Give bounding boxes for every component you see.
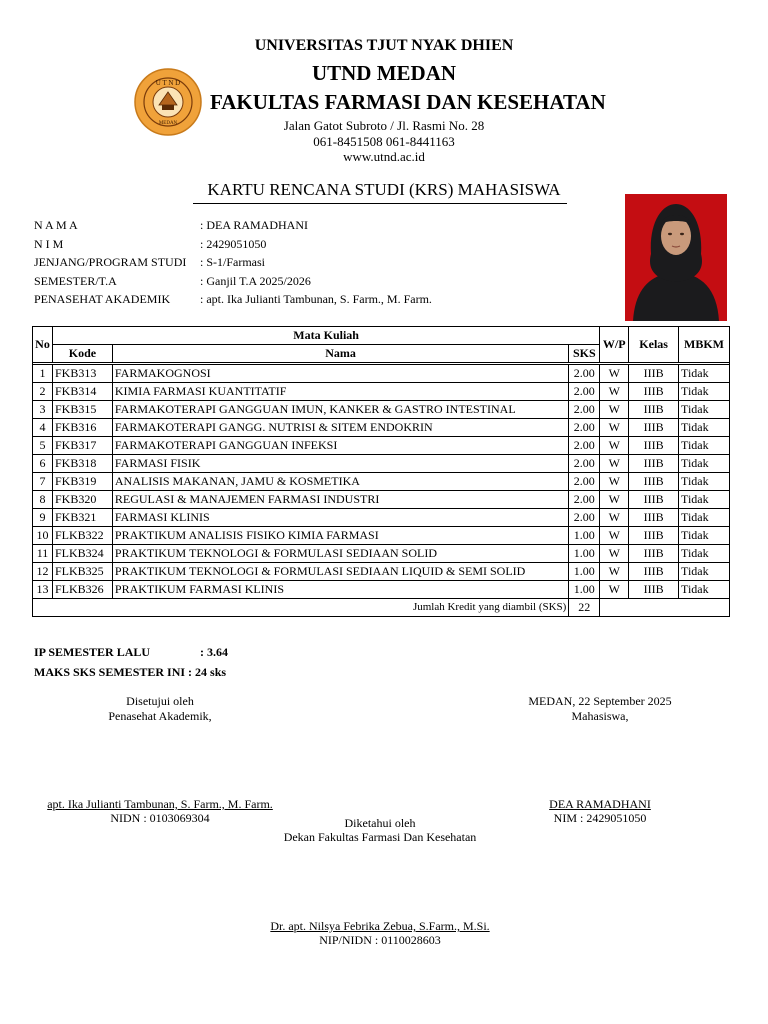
- row-nama: FARMAKOGNOSI: [112, 365, 568, 383]
- document-title: KARTU RENCANA STUDI (KRS) MAHASISWA: [207, 180, 561, 199]
- total-label: Jumlah Kredit yang diambil (SKS): [33, 599, 569, 617]
- row-wp: W: [600, 401, 629, 419]
- total-empty: [600, 599, 730, 617]
- ip-label: IP SEMESTER LALU: [34, 645, 151, 659]
- row-kelas: IIIB: [629, 401, 679, 419]
- student-photo: [625, 194, 727, 321]
- row-mbkm: Tidak: [679, 527, 730, 545]
- dean-nidn: NIP/NIDN : 0110028603: [319, 933, 441, 947]
- row-kode: FKB313: [52, 365, 112, 383]
- table-row: [33, 545, 730, 563]
- student-photo-figure: [625, 194, 727, 321]
- dean-signature-name: Dr. apt. Nilsya Febrika Zebua, S.Farm., M.Si.: [270, 919, 490, 933]
- phone: 061-8451508 061-8441163: [313, 134, 455, 149]
- row-kelas: IIIB: [629, 527, 679, 545]
- faculty-name: FAKULTAS FARMASI DAN KESEHATAN: [210, 90, 606, 114]
- row-wp: W: [600, 545, 629, 563]
- student-signature-name: DEA RAMADHANI: [549, 797, 651, 811]
- krs-table: [32, 326, 730, 617]
- row-wp: W: [600, 365, 629, 383]
- row-sks: 1.00: [569, 563, 600, 581]
- row-sks: 2.00: [569, 455, 600, 473]
- row-sks: 2.00: [569, 437, 600, 455]
- row-kelas: IIIB: [629, 455, 679, 473]
- row-nama: ANALISIS MAKANAN, JAMU & KOSMETIKA: [112, 473, 568, 491]
- maks-sks: MAKS SKS SEMESTER INI : 24 sks: [34, 665, 227, 679]
- table-row: [33, 401, 730, 419]
- row-nama: REGULASI & MANAJEMEN FARMASI INDUSTRI: [112, 491, 568, 509]
- row-nama: PRAKTIKUM TEKNOLOGI & FORMULASI SEDIAAN SOLID: [112, 545, 568, 563]
- header-wp: W/P: [600, 327, 629, 363]
- row-sks: 1.00: [569, 545, 600, 563]
- header-kode: Kode: [52, 345, 112, 363]
- row-kelas: IIIB: [629, 473, 679, 491]
- advisor-role: Penasehat Akademik,: [108, 709, 212, 723]
- name-label: N A M A: [34, 218, 78, 232]
- row-kode: FLKB326: [52, 581, 112, 599]
- row-sks: 2.00: [569, 509, 600, 527]
- row-nama: FARMASI KLINIS: [112, 509, 568, 527]
- info-row-name: [34, 218, 308, 233]
- row-nama: KIMIA FARMASI KUANTITATIF: [112, 383, 568, 401]
- total-row: [33, 599, 730, 617]
- header-no: No: [33, 327, 53, 363]
- table-row: [33, 509, 730, 527]
- name-value: : DEA RAMADHANI: [200, 218, 308, 232]
- row-kode: FKB321: [52, 509, 112, 527]
- row-wp: W: [600, 437, 629, 455]
- header-sks: SKS: [569, 345, 600, 363]
- row-mbkm: Tidak: [679, 545, 730, 563]
- header-kelas: Kelas: [629, 327, 679, 363]
- ip-row: [34, 645, 228, 660]
- advisor-value: : apt. Ika Julianti Tambunan, S. Farm., M. Farm.: [200, 292, 432, 306]
- row-kelas: IIIB: [629, 563, 679, 581]
- advisor-label: PENASEHAT AKADEMIK: [34, 292, 171, 306]
- website: www.utnd.ac.id: [343, 149, 425, 164]
- logo-text-bottom: MEDAN: [158, 121, 178, 126]
- row-kelas: IIIB: [629, 545, 679, 563]
- table-row: [33, 437, 730, 455]
- table-row: [33, 563, 730, 581]
- row-kode: FLKB325: [52, 563, 112, 581]
- row-no: 9: [33, 509, 53, 527]
- row-kode: FKB317: [52, 437, 112, 455]
- row-nama: FARMAKOTERAPI GANGGUAN IMUN, KANKER & GASTRO INTESTINAL: [112, 401, 568, 419]
- row-kelas: IIIB: [629, 581, 679, 599]
- row-kelas: IIIB: [629, 383, 679, 401]
- row-nama: FARMAKOTERAPI GANGG. NUTRISI & SITEM ENDOKRIN: [112, 419, 568, 437]
- known-by: Diketahui oleh: [344, 816, 416, 830]
- row-no: 6: [33, 455, 53, 473]
- row-wp: W: [600, 455, 629, 473]
- row-no: 3: [33, 401, 53, 419]
- row-kelas: IIIB: [629, 491, 679, 509]
- advisor-nidn: NIDN : 0103069304: [110, 811, 210, 825]
- semester-label: SEMESTER/T.A: [34, 274, 117, 288]
- info-row-advisor: [34, 292, 432, 307]
- row-no: 12: [33, 563, 53, 581]
- student-nim: NIM : 2429051050: [553, 811, 647, 825]
- dean-role: Dekan Fakultas Farmasi Dan Kesehatan: [283, 830, 477, 844]
- row-kelas: IIIB: [629, 509, 679, 527]
- row-mbkm: Tidak: [679, 509, 730, 527]
- address: Jalan Gatot Subroto / Jl. Rasmi No. 28: [283, 118, 485, 133]
- row-wp: W: [600, 419, 629, 437]
- semester-value: : Ganjil T.A 2025/2026: [200, 274, 311, 288]
- row-no: 13: [33, 581, 53, 599]
- row-kode: FKB316: [52, 419, 112, 437]
- nim-value: : 2429051050: [200, 237, 267, 251]
- header-nama: Nama: [112, 345, 568, 363]
- row-sks: 2.00: [569, 419, 600, 437]
- title-underline: [193, 203, 567, 204]
- row-kode: FKB315: [52, 401, 112, 419]
- logo-text-top: U T N D: [155, 79, 181, 87]
- row-nama: PRAKTIKUM FARMASI KLINIS: [112, 581, 568, 599]
- row-kode: FKB320: [52, 491, 112, 509]
- row-nama: FARMAKOTERAPI GANGGUAN INFEKSI: [112, 437, 568, 455]
- approved-by: Disetujui oleh: [126, 694, 194, 708]
- row-nama: PRAKTIKUM TEKNOLOGI & FORMULASI SEDIAAN LIQUID & SEMI SOLID: [112, 563, 568, 581]
- program-value: : S-1/Farmasi: [200, 255, 265, 269]
- row-mbkm: Tidak: [679, 383, 730, 401]
- row-mbkm: Tidak: [679, 491, 730, 509]
- row-wp: W: [600, 581, 629, 599]
- row-mbkm: Tidak: [679, 437, 730, 455]
- info-row-program: [34, 255, 265, 270]
- header-mata-kuliah: Mata Kuliah: [52, 327, 599, 345]
- table-row: [33, 419, 730, 437]
- row-wp: W: [600, 383, 629, 401]
- table-row: [33, 455, 730, 473]
- row-mbkm: Tidak: [679, 419, 730, 437]
- table-row: [33, 365, 730, 383]
- row-kelas: IIIB: [629, 365, 679, 383]
- university-name: UNIVERSITAS TJUT NYAK DHIEN: [254, 37, 514, 54]
- row-kelas: IIIB: [629, 437, 679, 455]
- row-mbkm: Tidak: [679, 401, 730, 419]
- row-sks: 1.00: [569, 527, 600, 545]
- row-kode: FLKB322: [52, 527, 112, 545]
- row-kode: FKB318: [52, 455, 112, 473]
- header-mbkm: MBKM: [679, 327, 730, 363]
- nim-label: N I M: [34, 237, 64, 251]
- row-wp: W: [600, 473, 629, 491]
- advisor-signature-name: apt. Ika Julianti Tambunan, S. Farm., M. Farm.: [47, 797, 273, 811]
- row-mbkm: Tidak: [679, 455, 730, 473]
- row-wp: W: [600, 509, 629, 527]
- row-no: 2: [33, 383, 53, 401]
- row-kode: FLKB324: [52, 545, 112, 563]
- row-kode: FKB319: [52, 473, 112, 491]
- row-wp: W: [600, 527, 629, 545]
- row-wp: W: [600, 491, 629, 509]
- row-nama: FARMASI FISIK: [112, 455, 568, 473]
- total-value: 22: [569, 599, 600, 617]
- row-no: 11: [33, 545, 53, 563]
- row-no: 10: [33, 527, 53, 545]
- row-wp: W: [600, 563, 629, 581]
- table-row: [33, 581, 730, 599]
- row-mbkm: Tidak: [679, 581, 730, 599]
- program-label: JENJANG/PROGRAM STUDI: [34, 255, 187, 269]
- row-nama: PRAKTIKUM ANALISIS FISIKO KIMIA FARMASI: [112, 527, 568, 545]
- row-sks: 2.00: [569, 383, 600, 401]
- row-sks: 1.00: [569, 581, 600, 599]
- row-sks: 2.00: [569, 401, 600, 419]
- row-mbkm: Tidak: [679, 473, 730, 491]
- krs-table-body: [33, 365, 730, 599]
- table-row: [33, 491, 730, 509]
- row-kelas: IIIB: [629, 419, 679, 437]
- row-mbkm: Tidak: [679, 365, 730, 383]
- place-date: MEDAN, 22 September 2025: [528, 694, 672, 708]
- table-row: [33, 527, 730, 545]
- info-row-nim: [34, 237, 266, 252]
- ip-value: : 3.64: [200, 645, 228, 659]
- row-no: 4: [33, 419, 53, 437]
- row-kode: FKB314: [52, 383, 112, 401]
- row-sks: 2.00: [569, 473, 600, 491]
- table-row: [33, 383, 730, 401]
- table-row: [33, 473, 730, 491]
- row-no: 1: [33, 365, 53, 383]
- row-mbkm: Tidak: [679, 563, 730, 581]
- info-row-semester: [34, 274, 311, 289]
- student-role: Mahasiswa,: [571, 709, 629, 723]
- row-no: 5: [33, 437, 53, 455]
- row-no: 8: [33, 491, 53, 509]
- university-short-name: UTND MEDAN: [311, 61, 457, 85]
- row-sks: 2.00: [569, 491, 600, 509]
- row-no: 7: [33, 473, 53, 491]
- row-sks: 2.00: [569, 365, 600, 383]
